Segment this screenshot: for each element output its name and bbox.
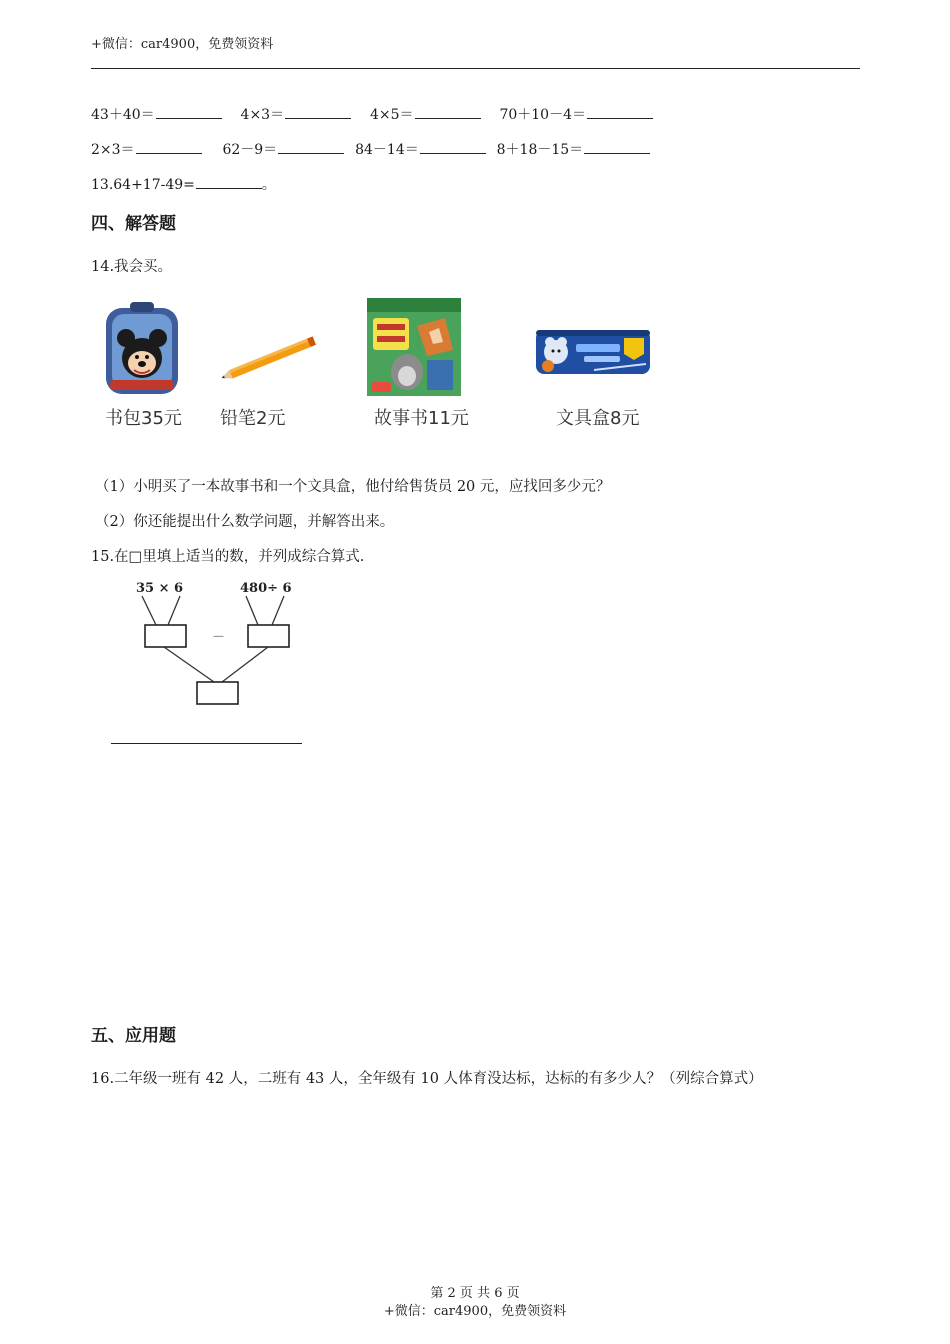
calc-item: 84－14＝ (355, 142, 419, 158)
answer-line[interactable] (111, 743, 302, 744)
question-13-text: 13.64+17-49= (91, 177, 195, 193)
pencil-image (218, 336, 322, 382)
answer-box-right[interactable] (248, 625, 289, 647)
pencil-case-image (534, 324, 652, 380)
answer-box-result[interactable] (197, 682, 238, 704)
answer-blank[interactable] (278, 139, 344, 154)
calc-item: 62－9＝ (222, 142, 278, 158)
calc-item: 2×3＝ (91, 142, 135, 158)
footer-watermark: +微信：car4900，免费领资料 (383, 1304, 567, 1319)
school-bag-image (100, 300, 184, 398)
item-caption-pencil: 铅笔2元 (220, 408, 286, 429)
fill-in-diagram (110, 576, 310, 711)
answer-box-left[interactable] (145, 625, 186, 647)
question-13-tail: 。 (261, 177, 276, 193)
section-title-5: 五、应用题 (91, 1026, 176, 1046)
answer-blank[interactable] (136, 139, 202, 154)
header-watermark: +微信：car4900，免费领资料 (91, 37, 274, 52)
header-divider (91, 68, 860, 69)
calc-item: 70＋10－4＝ (499, 107, 586, 123)
answer-blank[interactable] (584, 139, 650, 154)
page-number: 第 2 页 共 6 页 (430, 1286, 520, 1301)
section-title-4: 四、解答题 (91, 214, 176, 234)
minus-operator: － (212, 630, 226, 645)
question-15-stem: 15.在□里填上适当的数，并列成综合算式. (91, 549, 365, 565)
item-caption-school-bag: 书包35元 (105, 408, 182, 429)
answer-blank[interactable] (196, 174, 262, 189)
calc-item: 4×3＝ (240, 107, 285, 123)
answer-blank[interactable] (285, 104, 351, 119)
calc-item: 8＋18－15＝ (496, 142, 584, 158)
question-14-part-1: （1）小明买了一本故事书和一个文具盒，他付给售货员 20 元，应找回多少元？ (95, 479, 611, 495)
story-book-image (367, 298, 461, 396)
calc-item: 4×5＝ (370, 107, 414, 123)
answer-blank[interactable] (587, 104, 653, 119)
answer-blank[interactable] (420, 139, 486, 154)
calc-row-2 (91, 139, 650, 159)
answer-blank[interactable] (415, 104, 481, 119)
item-caption-story-book: 故事书11元 (374, 408, 469, 429)
answer-blank[interactable] (156, 104, 222, 119)
question-13 (91, 174, 276, 194)
calc-row-1 (91, 104, 653, 124)
calc-item: 43＋40＝ (91, 107, 155, 123)
question-14-stem: 14.我会买。 (91, 259, 173, 275)
question-16-text: 16.二年级一班有 42 人，二班有 43 人，全年级有 10 人体育没达标，达标的有多少人？（列综合算式） (91, 1071, 763, 1087)
left-expression: 35 × 6 (136, 581, 184, 596)
item-caption-pencil-case: 文具盒8元 (556, 408, 640, 429)
question-14-part-2: （2）你还能提出什么数学问题，并解答出来。 (95, 514, 395, 530)
right-expression: 480÷ 6 (240, 581, 292, 596)
